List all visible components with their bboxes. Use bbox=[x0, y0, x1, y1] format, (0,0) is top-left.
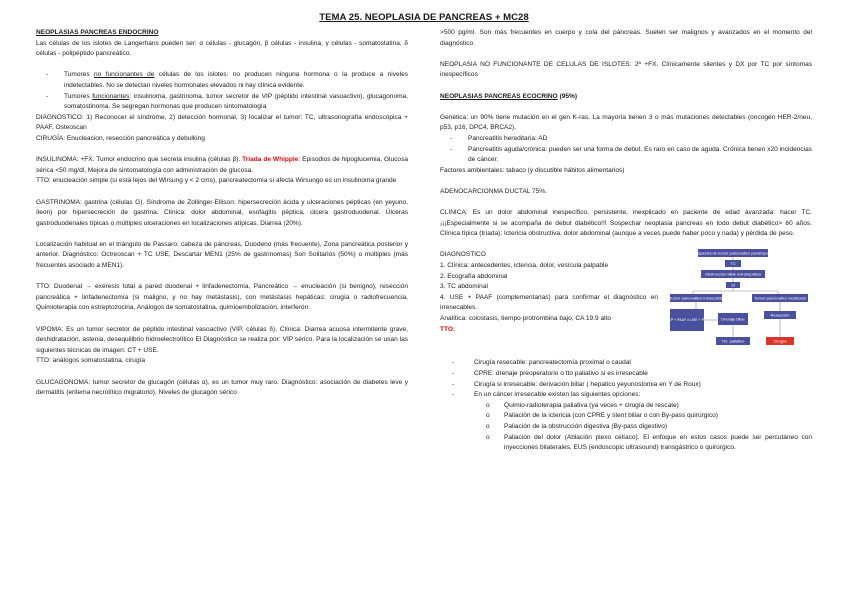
pancreatitis-list bbox=[440, 134, 812, 166]
diagnostic-flowchart bbox=[663, 249, 814, 357]
localizacion-text: Localización habitual en el triángulo de Passaro: cabeza de páncreas, Duodeno (más frecuente), Zona pancreática posterior y anterior. Diagnóstico: Octreoscan + TC USE, Descartar MEN1 (25% de gastrinomas) Son Solitarios (50%) o múltiples (más frecuentes asociado a MEN1). bbox=[36, 240, 408, 270]
diag-item-2: 2. Ecografía abdominal bbox=[440, 272, 508, 280]
diag-heading: DIAGNOSTICO bbox=[440, 251, 486, 259]
diagnostico-section bbox=[440, 250, 812, 358]
flow-text-obstruccion: Obstrucción biliar extrahepática bbox=[704, 271, 762, 277]
insulinoma-tto: TTO: enucleación simple (si está lejos del Wirsung y < 2 cms), pancreatectomía si afecta Wirsungo es un insulinoma grande bbox=[36, 177, 397, 185]
gastrinoma-text: GASTRINOMA: gastrina (células G). Síndrome de Zollinger-Ellison: hipersecreción ácida y ulceraciones pépticas (en yeyuno, íleon) por hipersecreción de gastrina. Clínica: dolor abdominal, esofagitis péptica, úlcera gastroduodenal. Úlceras gastroduodenales típicas o múltiples ulceraciones en localizaciones atípicas. Diarrea (20%). bbox=[36, 198, 408, 227]
insulinoma-text: INSULINOMA: +FX. Tumor endocrino que secreta insulina (células β). Tríada de Whipple: Episodios de hipoglucemia, Glucosa sérica <50 mg/dl, Mejora de sintomatología con administración de glucosa. bbox=[36, 156, 408, 174]
flow-text-top: Sospecha de tumor pancreático periampular bbox=[693, 250, 773, 256]
adenocarcinoma-heading: ADENOCARCIONMA DUCTAL 75%. bbox=[440, 187, 547, 195]
list-item: - Pancreatitis aguda/crónica: pueden ser una forma de debut. Es raro en caso de aguda. Crónica tienen x20 incidencias de cáncer. bbox=[440, 145, 812, 166]
vipoma-text: VIPOMA: Es un tumor secretor de péptido intestinal vasoactivo (VIP, células δ). Clínica: Diarrea acuosa intermitente grave, deshidratación, astenia, desequilibrio hidroelectrolítico El Diagnóstico se realiza por: VIP sérico. Para la localización se usan las siguientes técnicas de imagen: CT + USE. bbox=[36, 325, 408, 354]
list-item: - En un cáncer irresecable existen las siguientes opciones: bbox=[440, 390, 812, 401]
flow-text-si: SÍ bbox=[731, 282, 735, 288]
tto-duodenal-text: TTO: Duodenal → exéresis total a pared duodenal + linfadenectomía, Pancreático → enucleación (si benigno), resección pancreática + linfadenectomía (si maligno, y no hay metástasis), con metástasis hepáticas: cirugía o radiofrecuencia, Quimioterapia con estreptozocina, Análogos de somatostatina, quimioembolización, interferón. bbox=[36, 283, 408, 312]
diag-item-4: 4. USE + PAAF (complementarias) para confirmar el diagnóstico en irresecables. bbox=[440, 293, 658, 312]
glucagonoma-continued: >500 pg/ml. Son más frecuentes en cuerpo y cola del páncreas. Suelen ser malignos y avanzados en el momento del diagnóstico. bbox=[440, 29, 812, 47]
flow-text-resec: Resección bbox=[770, 312, 790, 318]
flow-text-localizado: Tumor pancreático localizado bbox=[753, 295, 807, 301]
no-funcionante-text: NEOPLASIA NO FUNCIONANTE DE CELULAS DE ISLOTES: 2ª +FX. Clínicamente silentes y DX por TC por síntomas inespecíficos bbox=[440, 60, 812, 79]
flow-text-tc: TC bbox=[730, 261, 736, 267]
flow-text-ercp: ERCP + PAAF o USE + PAAF bbox=[663, 318, 711, 323]
left-column bbox=[36, 28, 408, 399]
endocrino-intro: Las células de los islotes de Langerhans pueden ser: α células - glucagón, β células - insulina, γ células - somatostatina, δ células - polipéptido pancreático. bbox=[36, 39, 408, 58]
list-item: o Paliación de la obstrucción digestiva (By-pass digestivo) bbox=[440, 422, 812, 433]
irresecable-options bbox=[440, 401, 812, 454]
tto-list bbox=[440, 358, 812, 400]
genetica-text: Genética: un 90% tiene mutación en el gen K-ras. La mayoría tienen 3 o más mutaciones detectables (oncogén HER-2/neu, p53, p16, DPC4, BRCA2). bbox=[440, 113, 812, 132]
clinica-text: CLINICA: Es un dolor abdominal inespecífico, persistente, inexplicado en paciente de edad avanzada: hacer TC. ¡¡¡Especialmente si se acompaña de debut diabético!!! Sospechar neoplasia pancreas en todo debut diabético> 60 años. Clínica típica (tríada): Ictericia obstructiva, dolor abdominal (aunque a veces puede haber poco y nada) y pérdida de peso. bbox=[440, 209, 812, 238]
tto-label: TTO: bbox=[440, 325, 456, 333]
ecocrino-heading: NEOPLASIAS PANCREAS ECOCRINO (95%) bbox=[440, 92, 578, 100]
list-item: - Cirugía resecable: pancreatectomía proximal o caudal bbox=[440, 358, 812, 369]
list-item: - CPRE: drenaje preoperatorio o tto paliativo si es irresecable bbox=[440, 369, 812, 380]
list-item: - Cirugía si irresecable: derivación biliar ( hepatico yeyunostomia en Y de Roux) bbox=[440, 380, 812, 391]
cirugia-text: CIRUGÍA: Enucleacion, resección pancreática y debulking bbox=[36, 134, 205, 142]
diagnostico-text: DIAGNOSTICO: 1) Reconocer el síndrome, 2) detección hormonal, 3) localizar el tumor: TC, ultrasonografía endoscópica + PAAF, Osteoscan bbox=[36, 113, 408, 132]
endocrino-bullets bbox=[36, 70, 408, 112]
analitica-text: Analítica: colostasis, tiempo protrombina bajo, CA 19.9 alto bbox=[440, 315, 612, 323]
diag-item-1: 1. Clínica: antecedentes, ictericia, dolor, vesícula palpable bbox=[440, 262, 609, 270]
right-column bbox=[440, 28, 812, 454]
vipoma-tto: TTO: análogos somatostatina, cirugía bbox=[36, 357, 146, 365]
list-item: o Paliación de la ictericia (con CPRE y stent biliar o con By-pass quirúrgico) bbox=[440, 411, 812, 422]
whipple-highlight: Tríada de Whipple bbox=[242, 156, 299, 164]
list-item: - Tumores funcionantes: insulinoma, gastrinoma, tumor secretor de VIP (péptido intestinal vasoactivo), glucagonoma, somatostinoma. Se segregan hormonas que producen sintomatología bbox=[36, 92, 408, 113]
factores-text: Factores ambientales: tabaco (y discutible hábitos alimentarios) bbox=[440, 166, 625, 174]
flow-text-irresecable: Tumor pancreático irresecable bbox=[669, 295, 723, 301]
list-item: o Quimio-radioterapia paliativa (ya veces + cirugía de rescate) bbox=[440, 401, 812, 412]
list-item: - Tumores no funcionantes de células de los islotes: no producen ninguna hormona o la produce a niveles indetectables. No se detectan niveles hormonales elevados ni hay clínica evidente. bbox=[36, 70, 408, 91]
list-item: o Paliación del dolor (Ablación plexo celíaco). El enfoque en estos casos puede ser percutáneo con inyecciones bilaterales, EUS (endoscopic ultrasound) transgástrico o quirúrgico. bbox=[440, 433, 812, 454]
list-item: - Pancreatitis hereditaria: AD bbox=[440, 134, 812, 145]
flow-text-cirugia: Cirugía bbox=[773, 338, 787, 344]
glucagonoma-text: GLUCAGONOMA: tumor secretor de glucagón (células α), es un tumor muy raro. Diagnóstico: asociación de diabetes leve y dermatitis (eritema necrolítico migratorio). Niveles de glucagón sérico bbox=[36, 378, 408, 397]
diag-item-3: 3. TC abdominal bbox=[440, 283, 488, 291]
endocrino-heading: NEOPLASIAS PANCREAS ENDOCRINO bbox=[36, 29, 159, 36]
page-title: TEMA 25. NEOPLASIA DE PANCREAS + MC28 bbox=[319, 12, 529, 23]
flow-text-drenaje: Drenaje biliar bbox=[721, 316, 745, 322]
flow-text-paliat: Tto. paliativo bbox=[721, 338, 745, 344]
